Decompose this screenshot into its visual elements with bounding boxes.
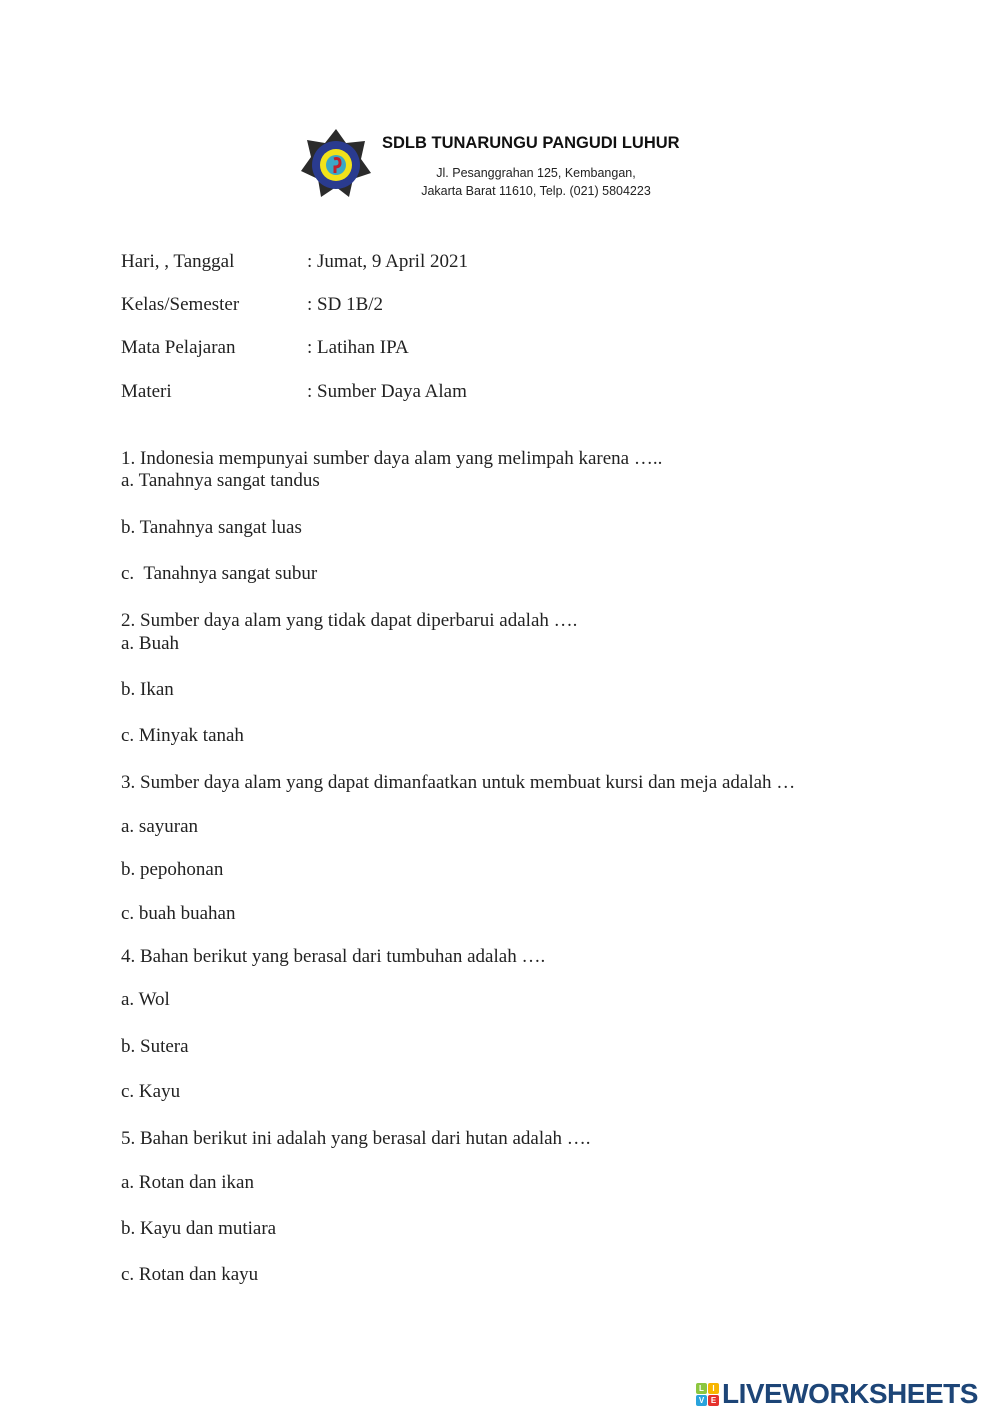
option-2b[interactable]: b. Ikan [121, 679, 174, 700]
icon-letter-v: V [696, 1395, 707, 1406]
info-value-class: : SD 1B/2 [307, 294, 384, 315]
question-5: 5. Bahan berikut ini adalah yang berasal dari hutan adalah …. [121, 1128, 591, 1149]
option-5c[interactable]: c. Rotan dan kayu [121, 1264, 259, 1285]
address-line-2: Jakarta Barat 11610, Telp. (021) 5804223 [421, 184, 651, 198]
option-2c[interactable]: c. Minyak tanah [121, 725, 244, 746]
option-4c[interactable]: c. Kayu [121, 1081, 181, 1102]
option-3a[interactable]: a. sayuran [121, 816, 199, 837]
icon-letter-e: E [708, 1395, 719, 1406]
liveworksheets-brand: LIVEWORKSHEETS [722, 1378, 978, 1409]
info-label-class: Kelas/Semester [121, 294, 240, 315]
info-value-topic: : Sumber Daya Alam [307, 381, 467, 402]
option-5b[interactable]: b. Kayu dan mutiara [121, 1218, 277, 1239]
option-1b[interactable]: b. Tanahnya sangat luas [121, 517, 302, 538]
option-5a[interactable]: a. Rotan dan ikan [121, 1172, 254, 1193]
liveworksheets-icon [696, 1383, 719, 1406]
icon-letter-l: L [696, 1383, 707, 1394]
info-value-date: : Jumat, 9 April 2021 [307, 251, 468, 272]
option-3c[interactable]: c. buah buahan [121, 903, 236, 924]
option-2a[interactable]: a. Buah [121, 633, 180, 654]
info-value-subject: : Latihan IPA [307, 337, 409, 358]
option-4a[interactable]: a. Wol [121, 989, 170, 1010]
school-logo [299, 127, 373, 201]
info-label-topic: Materi [121, 381, 172, 402]
option-1c[interactable]: c. Tanahnya sangat subur [121, 563, 318, 584]
option-1a[interactable]: a. Tanahnya sangat tandus [121, 470, 320, 491]
question-2: 2. Sumber daya alam yang tidak dapat diperbarui adalah …. [121, 610, 578, 631]
option-4b[interactable]: b. Sutera [121, 1036, 189, 1057]
liveworksheets-logo [696, 1378, 978, 1410]
info-label-subject: Mata Pelajaran [121, 337, 236, 358]
question-3: 3. Sumber daya alam yang dapat dimanfaatkan untuk membuat kursi dan meja adalah … [121, 772, 796, 793]
address-line-1: Jl. Pesanggrahan 125, Kembangan, [436, 166, 636, 180]
school-name: SDLB TUNARUNGU PANGUDI LUHUR [382, 134, 680, 152]
question-1: 1. Indonesia mempunyai sumber daya alam yang melimpah karena ….. [121, 448, 663, 469]
option-3b[interactable]: b. pepohonan [121, 859, 224, 880]
icon-letter-i: I [708, 1383, 719, 1394]
info-label-date: Hari, , Tanggal [121, 251, 235, 272]
question-4: 4. Bahan berikut yang berasal dari tumbuhan adalah …. [121, 946, 546, 967]
school-address [400, 164, 672, 200]
